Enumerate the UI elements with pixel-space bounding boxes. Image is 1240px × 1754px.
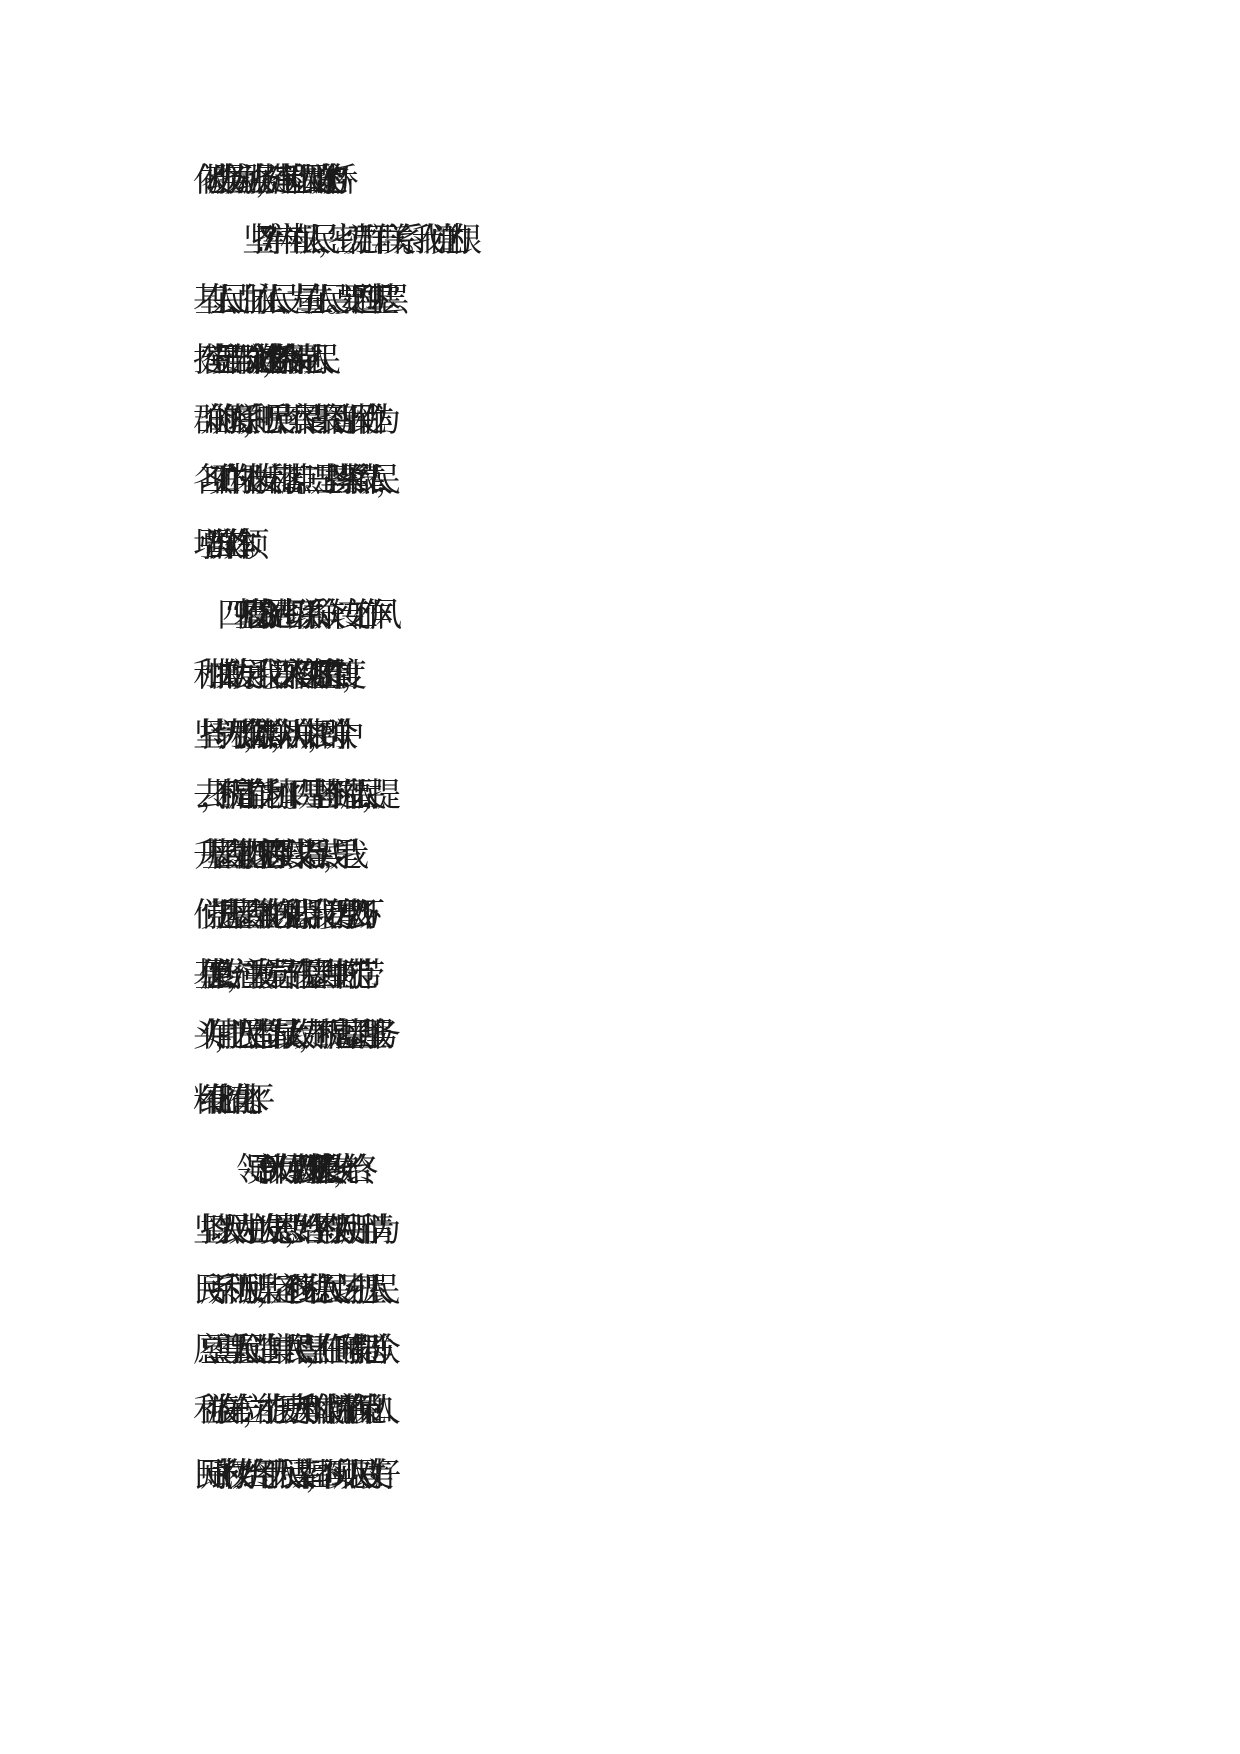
text-line (0, 330, 1240, 390)
text-line (0, 1260, 1240, 1320)
text-line-content: 去，不断提高工作能力和水平。四是坚持不断造福人民，提 (193, 775, 375, 814)
text-line (0, 1320, 1240, 1380)
text-line-content: 增强群众工作本领。 (193, 525, 249, 564)
text-line-content: 化被动服务为主动服务，搭建起党和人民群众的“连心桥”。 (193, 160, 329, 199)
text-line-content: 们党提升基层治理效能的锐利武器。我们要传承弘扬“四下 (193, 895, 360, 934)
text-line (0, 825, 1240, 885)
text-line (0, 1445, 1240, 1505)
text-line-content: 头作用，把为民造福作为最大政绩，不断提高基层治理服务 (193, 1015, 375, 1054)
text-line-content: 搭建党员干部与群众之间的“连心桥”，始终保持党同人民 (193, 340, 315, 379)
text-line-content: 基层”优良传统，注重发挥党员干部在基层治理中的示范带 (193, 955, 360, 994)
text-line (0, 645, 1240, 705)
text-line-content: 精细化、精准化水平。 (193, 1080, 256, 1119)
text-line (0, 705, 1240, 765)
text-line (0, 585, 1240, 645)
text-line-content: 坚持以人民为中心的发展思想，始终坚持权为民所用、情为 (193, 1210, 375, 1249)
text-line-content: 利益放在第一位，才能在历史大势和时代潮流中确保党和人 (193, 1390, 375, 1429)
text-line (0, 1380, 1240, 1440)
text-line-content: 7.坚持牢牢植根人民，密切党群干群关系。我们党的根 (258, 220, 459, 259)
text-line-content: 各项工作的根本出发点和落脚点。三是坚持紧紧依靠人民， (193, 460, 383, 499)
text-line (0, 150, 1240, 210)
text-line (0, 1070, 1240, 1130)
text-line (0, 270, 1240, 330)
text-line (0, 1140, 1240, 1200)
text-line-content: 愿望、尊重人民创造、集中人民智慧，在任何时候都把群众 (193, 1330, 375, 1369)
text-line (0, 515, 1240, 575)
text-line (0, 945, 1240, 1005)
text-line (0, 765, 1240, 825)
text-line-content: 民赋予的权力始终用于为人民谋幸福，不断实现人民对美好 (193, 1455, 375, 1494)
text-line (0, 450, 1240, 510)
text-line-content: 基在人民、血脉在人民、力量在人民。要通过“四下基层” (193, 280, 377, 319)
text-line (0, 210, 1240, 270)
text-line-content: 民所系、利为民所谋，坚定不移地站稳人民立场、把握人民 (193, 1270, 375, 1309)
text-line (0, 390, 1240, 450)
text-line-content: 群众的血肉联系，把听民声、察民情、聚民智、解民忧作为 (193, 400, 375, 439)
text-line (0, 885, 1240, 945)
text-line-content: 升基层治理效能。“四下基层”源于实践又指导实践，是我 (193, 835, 344, 874)
text-line-content: 和加快推动发展。我们要深入落实“四下基层”工作制度， (193, 655, 349, 694)
text-line-content: 8. “四下基层”有力促进密切联系群众、转变工作作风 (258, 595, 378, 634)
text-line (0, 1005, 1240, 1065)
text-line-content: 坚持一切为了群众， 一切依靠群众，从群众中来，到群众中 (193, 715, 338, 754)
text-line-content: 9.领导干部大力传承弘扬“四下基层”优良传统，始终 (258, 1150, 352, 1189)
text-line (0, 1200, 1240, 1260)
